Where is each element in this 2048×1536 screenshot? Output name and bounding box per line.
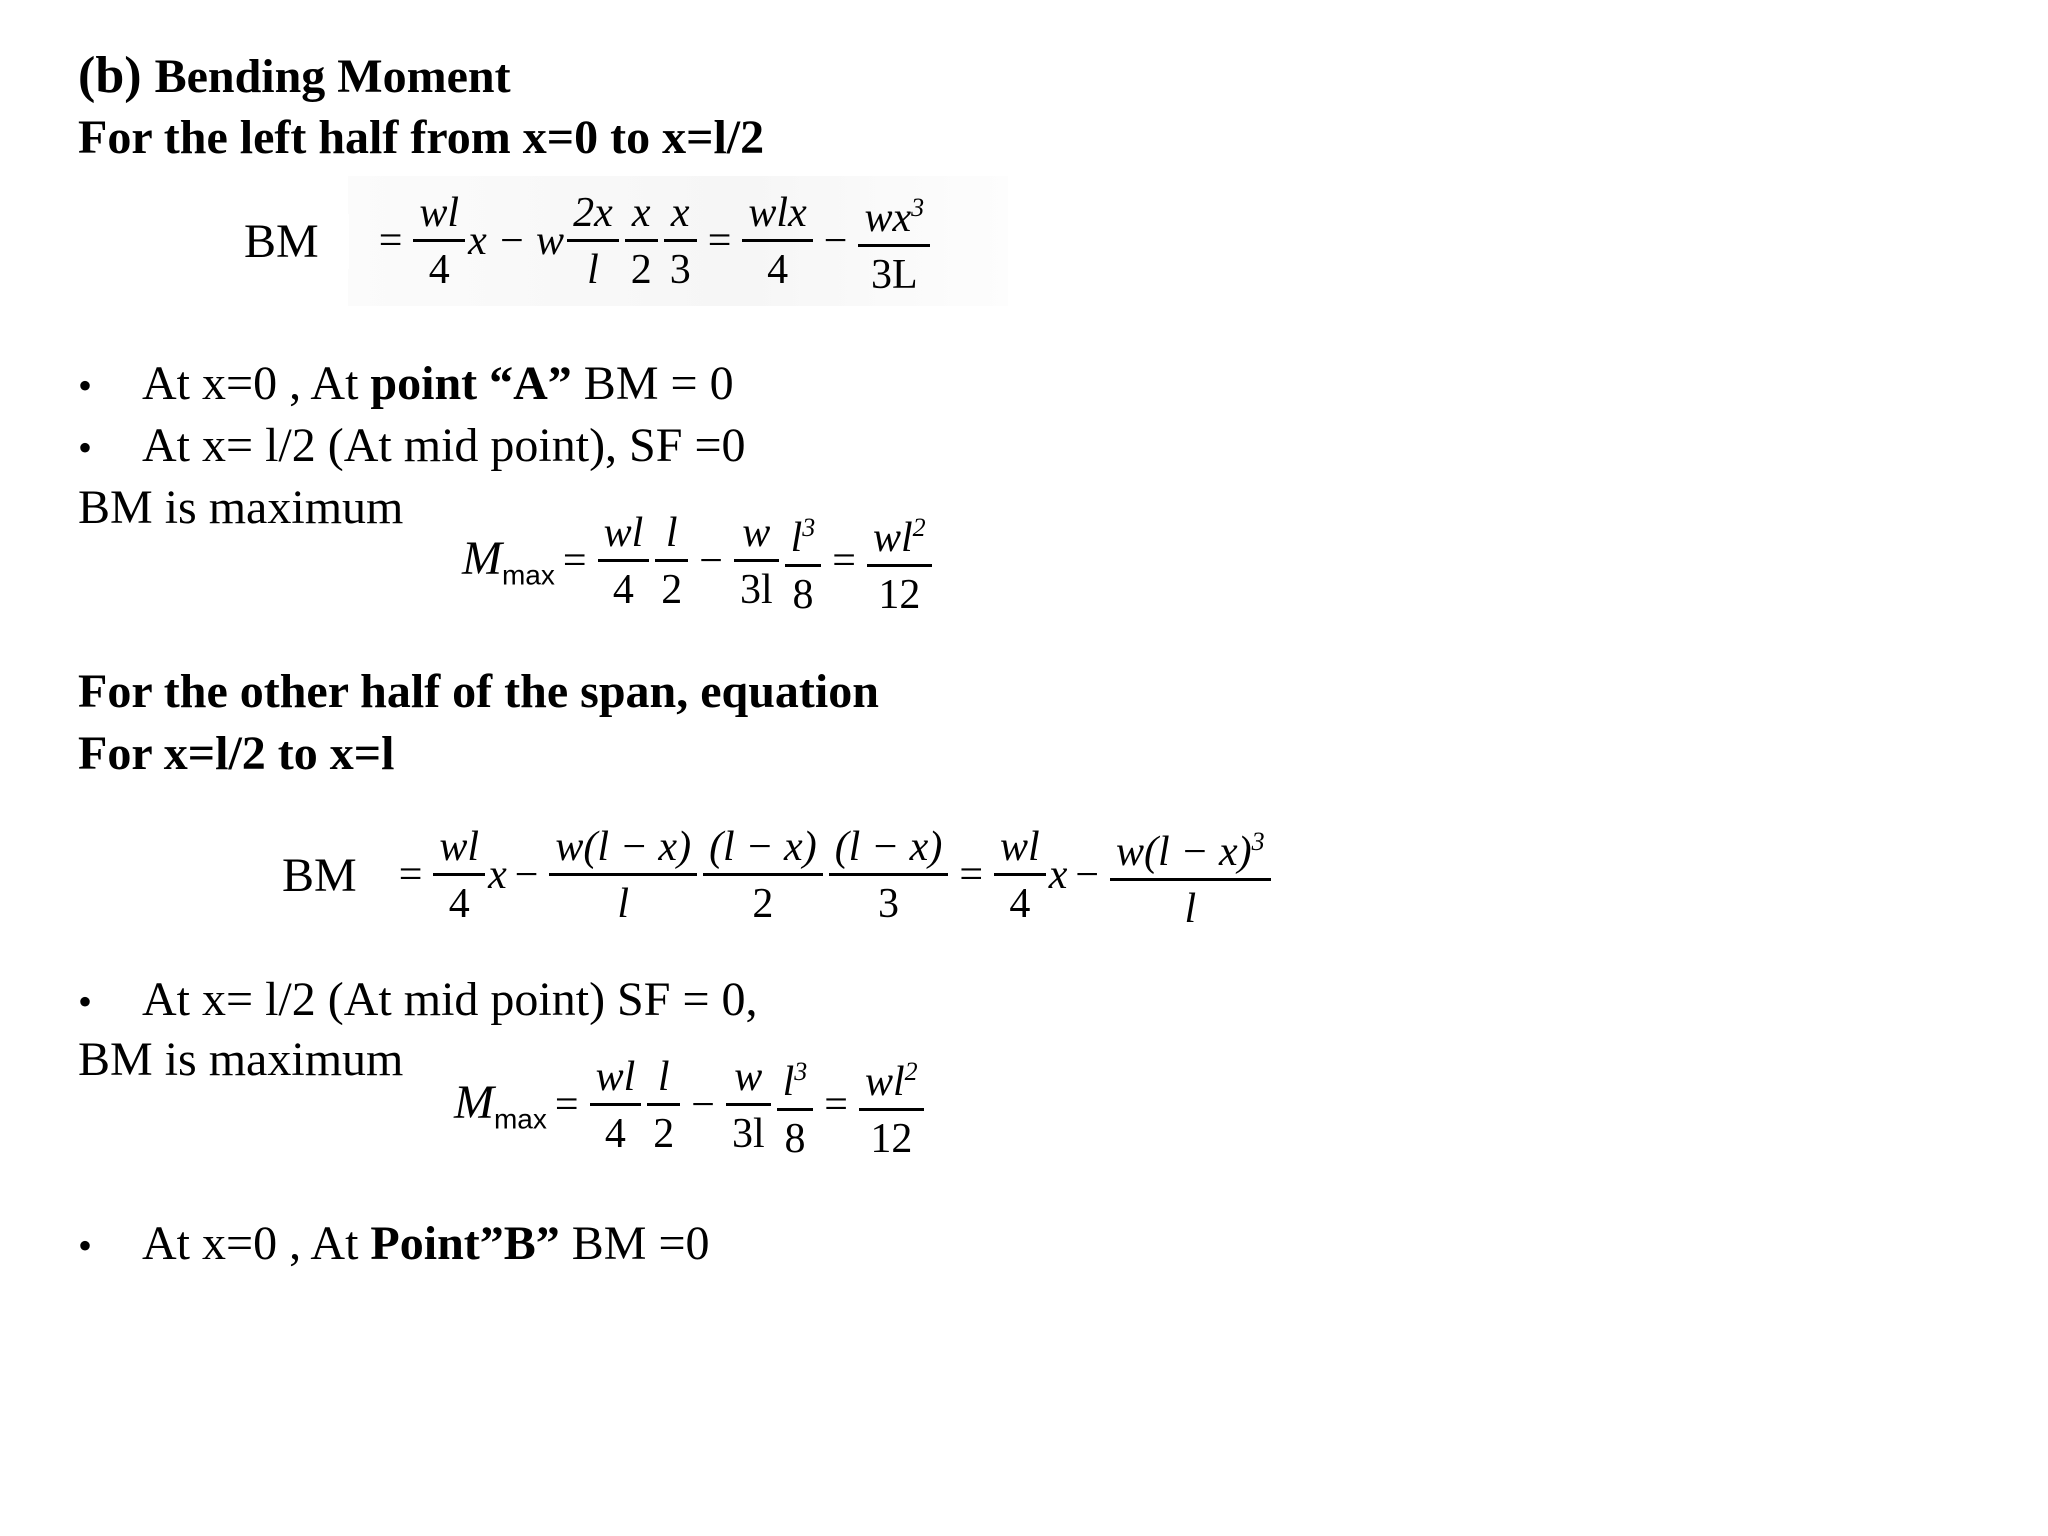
section-title: Bending Moment (154, 50, 511, 103)
other-half-heading: For the other half of the span, equation (78, 665, 879, 718)
eq1-term1: $\frac{wl}{4}$ (413, 191, 465, 292)
eq1-result1: $\frac{\text{wlx}}{4}$ (742, 191, 812, 292)
bm-max-label-2: BM is maximum (78, 1033, 404, 1086)
section-heading (78, 46, 511, 107)
mmax-equation-2: $M_{max}$ = $\frac{wl}{4}$ $\frac{l}{2}$ − $\frac{w}{3l}$ $\frac{l^3}{8}$ = $\frac{wl^2}{12}$ (454, 1040, 927, 1170)
bullet-mid-point: • At x= l/2 (At mid point), SF =0 (78, 419, 746, 472)
eq1-result2: $\frac{wx^3}{3L}$ (858, 186, 930, 297)
eq1-term3: $\frac{x}{2}$ (625, 191, 658, 292)
bullet-point-b: • At x=0 , At Point”B” BM =0 (78, 1217, 710, 1270)
bullet-mid-point-2: • At x= l/2 (At mid point) SF = 0, (78, 973, 758, 1026)
bullet-point-a: • At x=0 , At point “A” BM = 0 (78, 357, 734, 410)
eq1-label: BM (244, 214, 349, 269)
eq1-term2: $\frac{2x}{l}$ (567, 191, 619, 292)
bm-equation-right: BM = $\frac{wl}{4}$ x − $\frac{w(l - x)}{l}$ $\frac{(l - x)}{2}$ $\frac{(l - x)}{3}$ = $\frac{wl}{4}$ x − $\frac{w(l - x)^3}{l}$ (282, 810, 1274, 940)
mmax-equation-1: $M_{max}$ = $\frac{wl}{4}$ $\frac{l}{2}$ − $\frac{w}{3l}$ $\frac{l^3}{8}$ = $\frac{wl^2}{12}$ (462, 496, 935, 626)
bm-max-label-1: BM is maximum (78, 481, 404, 534)
eq1-term4: $\frac{x}{3}$ (664, 191, 697, 292)
left-half-heading: For the left half from x=0 to x=l/2 (78, 111, 765, 164)
other-half-range: For x=l/2 to x=l (78, 727, 395, 780)
eq1-mid: x − w (468, 218, 565, 264)
bm-equation-left: BM = $\frac{wl}{4}$ x − w $\frac{2x}{l}$ $\frac{x}{2}$ $\frac{x}{3}$ = $\frac{\text{wlx}}{4}$ − $\frac{wx^3}{3L}$ (348, 176, 1008, 306)
section-prefix: (b) (78, 47, 142, 104)
